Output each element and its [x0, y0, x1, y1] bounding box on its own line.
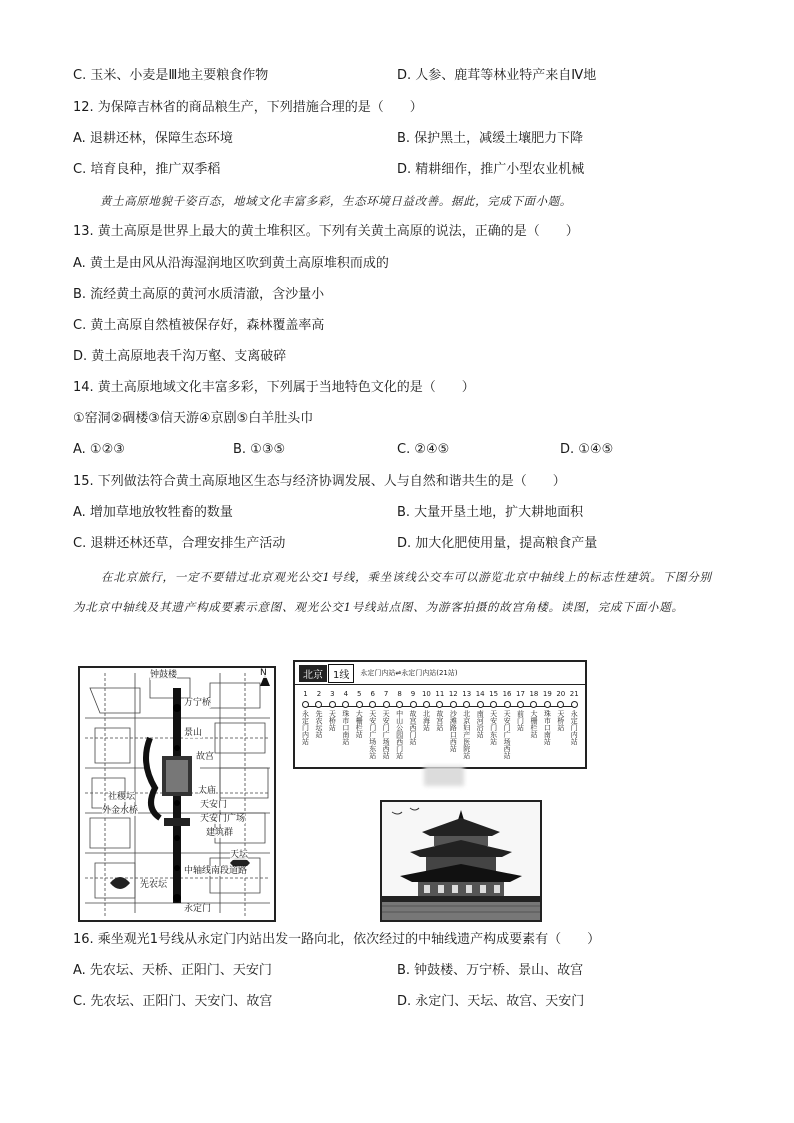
bus-stop-dot-icon [396, 701, 403, 708]
bus-stop-name: 先农坛站 [314, 710, 323, 738]
bus-stop [433, 690, 446, 759]
bus-stop-number: 21 [569, 690, 579, 698]
beijing-intro: 在北京旅行，一定不要错过北京观光公交1号线，乘坐该线公交车可以游览北京中轴线上的标志性建筑。下图分别为北京中轴线及其遗产构成要素示意图、观光公交1号线站点图、为游客拍摄的故宫角楼。读图，完成下面小题。 [73, 570, 712, 614]
bus-stop-number: 3 [330, 690, 335, 698]
q12-option-c: C. 培育良种，推广双季稻 [73, 162, 221, 177]
q13-option-b: B. 流经黄土高原的黄河水质清澈，含沙量小 [73, 287, 325, 302]
map-label-wanning-bridge: 万宁桥 [184, 698, 212, 708]
map-label-shejitan: 社稷坛 [108, 792, 136, 802]
bus-stop [393, 690, 406, 759]
map-label-tiananmen: 天安门 [200, 800, 228, 810]
bus-stop-dot-icon [329, 701, 336, 708]
bus-stop-name: 永定门内站 [301, 710, 310, 745]
q14-stem: 14. 黄土高原地域文化丰富多彩，下列属于当地特色文化的是（ ） [73, 380, 475, 395]
bus-stop [487, 690, 500, 759]
q14-option-c: C. ②④⑤ [397, 442, 450, 457]
bus-city-badge: 北京 [299, 665, 327, 682]
q12-option-a: A. 退耕还林，保障生态环境 [73, 131, 233, 146]
bus-stop-name: 天桥站 [328, 710, 337, 731]
north-arrow-icon: N [260, 668, 267, 678]
bus-stop-number: 8 [397, 690, 402, 698]
bus-stop-name: 中山公园西门站 [395, 710, 404, 759]
bus-stop-dot-icon [315, 701, 322, 708]
bus-stop-number: 17 [516, 690, 525, 698]
q11-option-d: D. 人参、鹿茸等林业特产来自Ⅳ地 [397, 68, 597, 83]
bus-stop-dot-icon [517, 701, 524, 708]
q14-option-b: B. ①③⑤ [233, 442, 286, 457]
q13-option-a: A. 黄土是由风从沿海湿润地区吹到黄土高原堆积而成的 [73, 256, 389, 271]
bus-line-badge: 1线 [328, 664, 354, 683]
bus-stop-name: 大栅栏站 [529, 710, 538, 738]
bus-stop-number: 18 [529, 690, 539, 698]
bus-stop-dot-icon [436, 701, 443, 708]
bus-stop-name: 天安门广场西站 [382, 710, 391, 759]
q12-option-b: B. 保护黑土，减缓土壤肥力下降 [397, 131, 584, 146]
bus-stop [312, 690, 325, 759]
bus-stop-number: 20 [556, 690, 566, 698]
q15-option-b: B. 大量开垦土地，扩大耕地面积 [397, 505, 584, 520]
bus-stop-dot-icon [504, 701, 511, 708]
q16-option-a: A. 先农坛、天桥、正阳门、天安门 [73, 963, 272, 978]
bus-stop-number: 9 [410, 690, 416, 698]
bus-stop-name: 沙滩路口西站 [449, 710, 458, 752]
bus-stop [554, 690, 567, 759]
bus-stop [474, 690, 487, 759]
corner-tower-photo [380, 800, 542, 922]
q13-stem: 13. 黄土高原是世界上最大的黄土堆积区。下列有关黄土高原的说法，正确的是（ ） [73, 224, 579, 239]
bus-stop-name: 故宫西门站 [409, 710, 417, 745]
bus-stop-name: 天桥站 [556, 710, 565, 731]
bus-stop-number: 15 [489, 690, 499, 698]
corner-tower-illustration [382, 802, 540, 920]
bus-stop [326, 690, 339, 759]
bus-stop-dot-icon [477, 701, 484, 708]
bus-stop-name: 珠市口南站 [341, 710, 350, 745]
bus-stop [366, 690, 379, 759]
bus-stop-name: 天安门广场东站 [368, 710, 377, 759]
bus-stop-number: 12 [448, 690, 458, 698]
bus-stop-dot-icon [544, 701, 551, 708]
bus-stop-dot-icon [530, 701, 537, 708]
bus-stop-number: 16 [502, 690, 512, 698]
bus-stop [339, 690, 352, 759]
bus-stop-name: 北京妇产医院站 [462, 710, 471, 759]
bus-stop-list [299, 690, 581, 759]
bus-stop [420, 690, 433, 759]
bus-stop-dot-icon [450, 701, 457, 708]
loess-intro: 黄土高原地貌千姿百态，地域文化丰富多彩，生态环境日益改善。据此，完成下面小题。 [100, 194, 572, 208]
bus-stop-number: 6 [370, 690, 375, 698]
bus-stop-number: 4 [343, 690, 349, 698]
bus-stop-dot-icon [557, 701, 564, 708]
bus-stop [541, 690, 554, 759]
q16-option-d: D. 永定门、天坛、故宫、天安门 [397, 994, 585, 1009]
bus-stop [568, 690, 581, 759]
q14-items: ①窑洞②碉楼③信天游④京剧⑤白羊肚头巾 [73, 411, 314, 426]
q15-option-d: D. 加大化肥使用量，提高粮食产量 [397, 536, 598, 551]
bus-stop-dot-icon [490, 701, 497, 708]
bus-stop-name: 永定门内站 [570, 710, 579, 745]
bus-stop-number: 13 [462, 690, 472, 698]
bus-stop [460, 690, 473, 759]
bus-stop [527, 690, 540, 759]
q12-option-d: D. 精耕细作，推广小型农业机械 [397, 162, 585, 177]
map-label-taimiao: 太庙 [198, 786, 217, 796]
q11-option-c: C. 玉米、小麦是Ⅲ地主要粮食作物 [73, 68, 269, 83]
bus-stop-number: 10 [421, 690, 431, 698]
bus-stop-dot-icon [302, 701, 309, 708]
map-label-tiantan: 天坛 [230, 850, 249, 860]
bus-stop-name: 大栅栏站 [355, 710, 364, 738]
q14-option-a: A. ①②③ [73, 442, 125, 457]
map-label-gugong: 故宫 [196, 752, 215, 762]
bus-stop [447, 690, 460, 759]
bus-stop-name: 天安门东站 [489, 710, 498, 745]
blurred-watermark [424, 766, 464, 786]
bus-line-title: 永定门内站⇌永定门内站(21站) [360, 669, 458, 677]
central-axis-map [78, 666, 276, 922]
map-label-south-road: 中轴线南段道路 [184, 866, 248, 876]
bus-line-header [295, 662, 585, 685]
bus-stop-name: 天安门广场西站 [503, 710, 512, 759]
bus-stop-number: 2 [316, 690, 322, 698]
bus-stop-name: 前门站 [516, 710, 525, 731]
bus-stop-number: 14 [475, 690, 485, 698]
q16-option-b: B. 钟鼓楼、万宁桥、景山、故宫 [397, 963, 584, 978]
map-label-jingshan: 景山 [184, 728, 203, 738]
bus-stop-number: 7 [383, 690, 389, 698]
bus-stop [514, 690, 527, 759]
q15-option-a: A. 增加草地放牧牲畜的数量 [73, 505, 233, 520]
q14-option-d: D. ①④⑤ [560, 442, 614, 457]
bus-stop-dot-icon [356, 701, 363, 708]
bus-stop-dot-icon [571, 701, 578, 708]
map-label-xiannongtan: 先农坛 [140, 880, 168, 890]
map-label-yongdingmen: 永定门 [184, 904, 212, 914]
q16-option-c: C. 先农坛、正阳门、天安门、故宫 [73, 994, 273, 1009]
map-label-waijinshui-bridge: 外金水桥 [102, 806, 139, 816]
bus-stop [353, 690, 366, 759]
bus-stop [299, 690, 312, 759]
bus-stop-dot-icon [423, 701, 430, 708]
bus-stop [380, 690, 393, 759]
bus-stop-dot-icon [383, 701, 390, 708]
map-label-bell-drum: 钟鼓楼 [150, 670, 178, 680]
bus-stop-name: 南河沿站 [476, 710, 485, 738]
bus-stop-number: 1 [303, 690, 308, 698]
q15-option-c: C. 退耕还林还草，合理安排生产活动 [73, 536, 286, 551]
q13-option-d: D. 黄土高原地表千沟万壑、支离破碎 [73, 349, 287, 364]
bus-stop-name: 故宫站 [435, 710, 444, 731]
q16-stem: 16. 乘坐观光1号线从永定门内站出发一路向北，依次经过的中轴线遗产构成要素有（ ） [73, 932, 601, 947]
bus-stop-name: 珠市口南站 [543, 710, 552, 745]
bus-stop [407, 690, 420, 759]
bus-stop-dot-icon [342, 701, 349, 708]
bus-line-diagram [293, 660, 587, 769]
map-label-square: 天安门广场 [200, 814, 246, 824]
map-label-buildings: 建筑群 [206, 828, 234, 838]
q12-stem: 12. 为保障吉林省的商品粮生产，下列措施合理的是（ ） [73, 100, 423, 115]
bus-stop-name: 北海站 [422, 710, 431, 731]
bus-stop-dot-icon [463, 701, 470, 708]
bus-stop-dot-icon [410, 701, 417, 708]
bus-stop-number: 5 [357, 690, 362, 698]
bus-stop-number: 11 [435, 690, 445, 698]
bus-stop-dot-icon [369, 701, 376, 708]
bus-stop [501, 690, 514, 759]
q13-option-c: C. 黄土高原自然植被保存好，森林覆盖率高 [73, 318, 325, 333]
q15-stem: 15. 下列做法符合黄土高原地区生态与经济协调发展、人与自然和谐共生的是（ ） [73, 474, 566, 489]
bus-stop-number: 19 [542, 690, 552, 698]
